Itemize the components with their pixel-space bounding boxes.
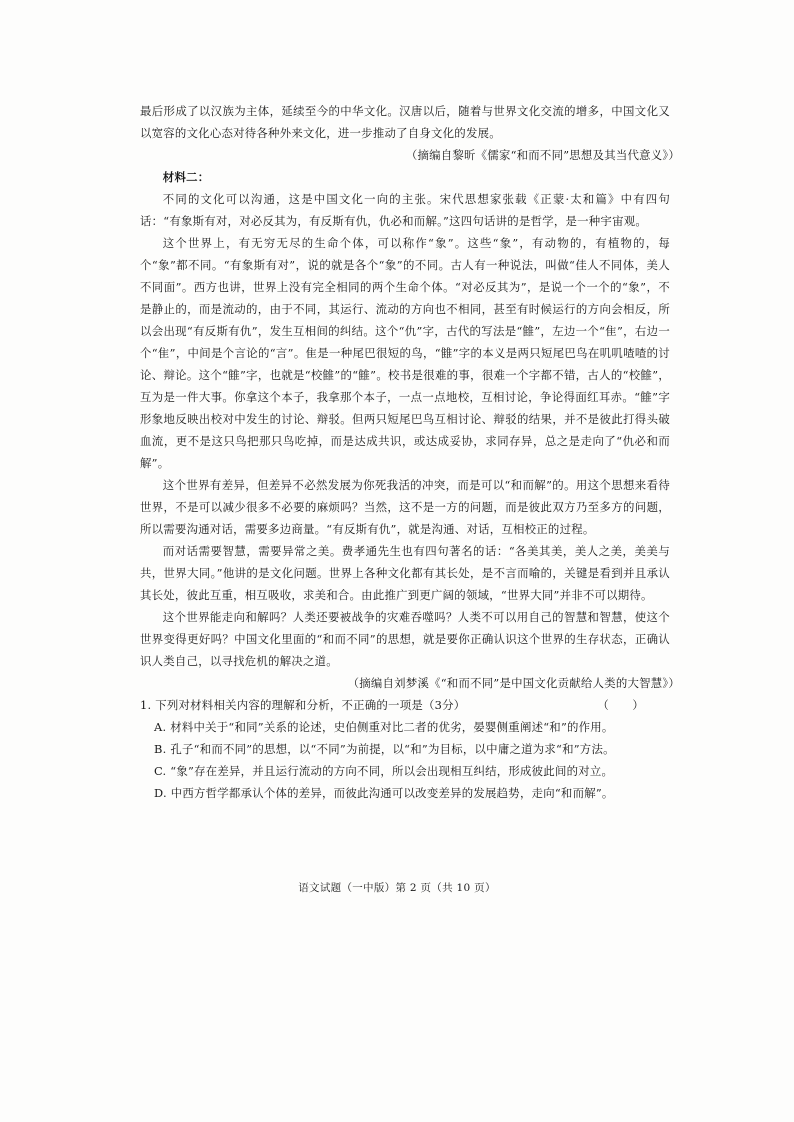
option-a: A. 材料中关于“和同”关系的论述，史伯侧重对比二者的优劣，晏婴侧重阐述“和”的作用。 <box>154 720 614 734</box>
question-1 <box>140 694 670 804</box>
source-citation-2: （摘编自刘梦溪《“和而不同”是中国文化贡献给人类的大智慧》） <box>347 676 680 690</box>
page-content <box>140 100 680 804</box>
body-paragraph: 这个世界上，有无穷无尽的生命个体，可以称作“象”。这些“象”，有动物的，有植物的，每个“象”都不同。“有象斯有对”，说的就是各个“象”的不同。古人有一种说法，叫做“佳人不同体，美人不同面”。西方也讲，世界上没有完全相同的两个生命个体。“对必反其为”，是说一个一个的“象”，不是静止的，而是流动的，由于不同，其运行、流动的方向也不相同，甚至有时候运行的方向会相反，所以会出现“有反斯有仇”，发生互相间的纠结。这个“仇”字，古代的写法是“雔”，左边一个“隹”，右边一个“隹”，中间是个言论的“言”。隹是一种尾巴很短的鸟，“雔”字的本义是两只短尾巴鸟在叽叽喳喳的讨论、辩论。这个“雔”字，也就是“校雔”的“雔”。校书是很难的事，很难一个字都不错，古人的“校雔”，互为是一件大事。你拿这个本子，我拿那个本子，一点一点地校，互相讨论，争论得面红耳赤。“雔”字形象地反映出校对中发生的讨论、辩驳。但两只短尾巴鸟互相讨论、辩驳的结果，并不是彼此打得头破血流，更不是这只鸟把那只鸟吃掉，而是达成共识，或达成妥协，求同存异，总之是走向了“仇必和而解”。 <box>140 236 670 470</box>
answer-blank: （ ） <box>597 698 644 712</box>
page-footer: 语文试题（一中版）第 2 页（共 10 页） <box>298 882 496 894</box>
source-citation-1: （摘编自黎昕《儒家“和而不同”思想及其当代意义》） <box>405 148 680 162</box>
body-paragraph: 不同的文化可以沟通，这是中国文化一向的主张。宋代思想家张载《正蒙·太和篇》中有四句话：“有象斯有对，对必反其为，有反斯有仇，仇必和而解。”这四句话讲的是哲学，是一种宇宙观。 <box>140 192 670 228</box>
option-c: C. “象”存在差异，并且运行流动的方向不同，所以会出现相互纠结，形成彼此间的对立。 <box>154 764 614 778</box>
material-2-heading: 材料二： <box>162 170 210 184</box>
continuation-paragraph: 最后形成了以汉族为主体，延续至今的中华文化。汉唐以后，随着与世界文化交流的增多，中国文化又以宽容的文化心态对待各种外来文化，进一步推动了自身文化的发展。 <box>140 104 670 140</box>
body-paragraph: 这个世界有差异，但差异不必然发展为你死我活的冲突，而是可以“和而解”的。用这个思想来看待世界，不是可以减少很多不必要的麻烦吗？当然，这不是一方的问题，而是彼此双方乃至多方的问题，所以需要沟通对话，需要多边商量。“有反斯有仇”，就是沟通、对话，互相校正的过程。 <box>140 478 670 536</box>
body-paragraph: 而对话需要智慧，需要异常之美。费孝通先生也有四句著名的话：“各美其美，美人之美，美美与共，世界大同。”他讲的是文化问题。世界上各种文化都有其长处，是不言而喻的，关键是看到并且承认其长处，彼此互重，相互吸收，求美和合。由此推广到更广阔的领域，“世界大同”并非不可以期待。 <box>140 544 670 602</box>
body-paragraph: 这个世界能走向和解吗？人类还要被战争的灾难吞噬吗？人类不可以用自己的智慧和智慧，使这个世界变得更好吗？中国文化里面的“和而不同”的思想，就是要你正确认识这个世界的生存状态，正确认识人类自己，以寻找危机的解决之道。 <box>140 610 670 668</box>
question-stem: 1. 下列对材料相关内容的理解和分析，不正确的一项是（3分） <box>140 698 466 712</box>
option-d: D. 中西方哲学都承认个体的差异，而彼此沟通可以改变差异的发展趋势，走向“和而解”。 <box>154 786 614 800</box>
option-b: B. 孔子“和而不同”的思想，以“不同”为前提，以“和”为目标，以中庸之道为求“和”方法。 <box>154 742 615 756</box>
